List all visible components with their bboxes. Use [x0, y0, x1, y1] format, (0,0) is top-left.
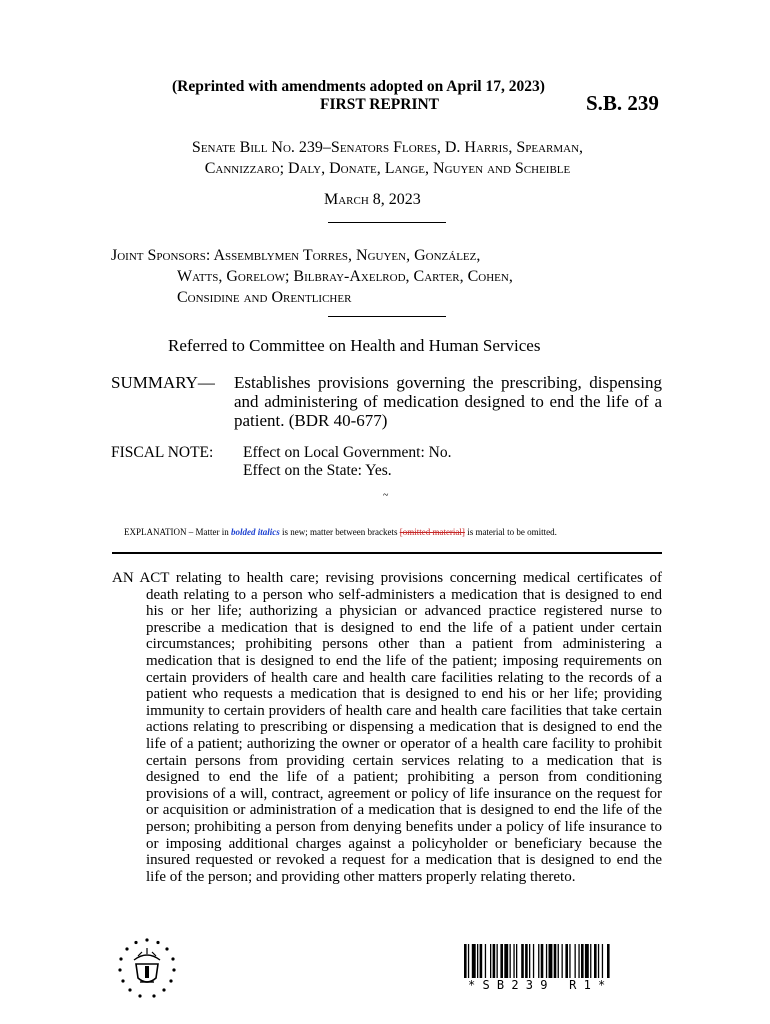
explanation-note	[124, 527, 557, 537]
explanation-omitted: [omitted material]	[399, 527, 465, 537]
bill-title-line-2: Cannizzaro; Daly, Donate, Lange, Nguyen and Scheible	[204, 160, 571, 177]
divider-rule	[328, 316, 446, 317]
joint-sponsors	[111, 245, 659, 308]
summary-text: Establishes provisions governing the prescribing, dispensing and administering of medication designed to end the life of a patient. (BDR 40-677)	[234, 373, 662, 430]
act-text	[112, 570, 662, 885]
fiscal-local: Effect on Local Government: No.	[243, 444, 452, 461]
fiscal-state: Effect on the State: Yes.	[243, 462, 392, 479]
explanation-middle: is new; matter between brackets	[279, 527, 400, 537]
fiscal-note-label: FISCAL NOTE:	[111, 444, 214, 461]
reprint-note: (Reprinted with amendments adopted on April 17, 2023)	[172, 78, 545, 95]
act-paragraph: AN ACT relating to health care; revising provisions concerning medical certificates of death relating to a person who self-administers a medication that is designed to end his or her life; authorizing a physician or advanced practice registered nurse to prescribe a medication that is designed to end the life of a patient under certain circumstances; prohibiting persons other than a patient from administering a medication that is designed to end the life of the patient; imposing requirements on certain providers of health care and health care facilities relating to the records of a patient who requests a medication that is designed to end his or her life; providing immunity to certain providers of health care and health care facilities that take certain actions relating to prescribing or dispensing a medication that is designed to end the life of a patient; authorizing the owner or operator of a health care facility to prohibit certain persons from providing certain services relating to a medication that is designed to end the life of a patient; prohibiting a person from conditioning provisions of a will, contract, agreement or policy of life insurance on the request for or acquisition or administration of a medication that is designed to end the life of the person; prohibiting a person from denying benefits under a policy of life insurance to or imposing additional charges against a policyholder or beneficiary because the insured requested or revoked a request for a medication that is designed to end the life of the person; and providing other matters properly relating thereto.	[112, 570, 662, 885]
committee-referral: Referred to Committee on Health and Human Services	[168, 336, 541, 355]
fiscal-note-text	[243, 444, 451, 480]
barcode-text: * S B 2 3 9 R 1 *	[468, 978, 606, 992]
first-reprint-label: FIRST REPRINT	[320, 96, 440, 113]
summary-label: SUMMARY—	[111, 373, 215, 392]
sponsors-line-1: Joint Sponsors: Assemblymen Torres, Nguyen, González,	[111, 247, 481, 264]
sponsors-line-3: Considine and Orentlicher	[177, 289, 352, 306]
state-seal-icon	[112, 934, 182, 1002]
section-divider-symbol: ~	[383, 490, 389, 501]
bill-date: March 8, 2023	[324, 191, 421, 208]
explanation-suffix: is material to be omitted.	[464, 527, 557, 537]
explanation-prefix: EXPLANATION – Matter in	[124, 527, 231, 537]
explanation-bold-italic: bolded italics	[231, 527, 280, 537]
bill-title-line-1: Senate Bill No. 239–Senators Flores, D. Harris, Spearman,	[191, 139, 584, 156]
bill-number: S.B. 239	[586, 91, 659, 115]
divider-rule	[328, 222, 446, 223]
barcode	[464, 944, 658, 978]
explanation-rule	[112, 552, 662, 554]
sponsors-line-2: Watts, Gorelow; Bilbray-Axelrod, Carter, Cohen,	[177, 268, 513, 285]
